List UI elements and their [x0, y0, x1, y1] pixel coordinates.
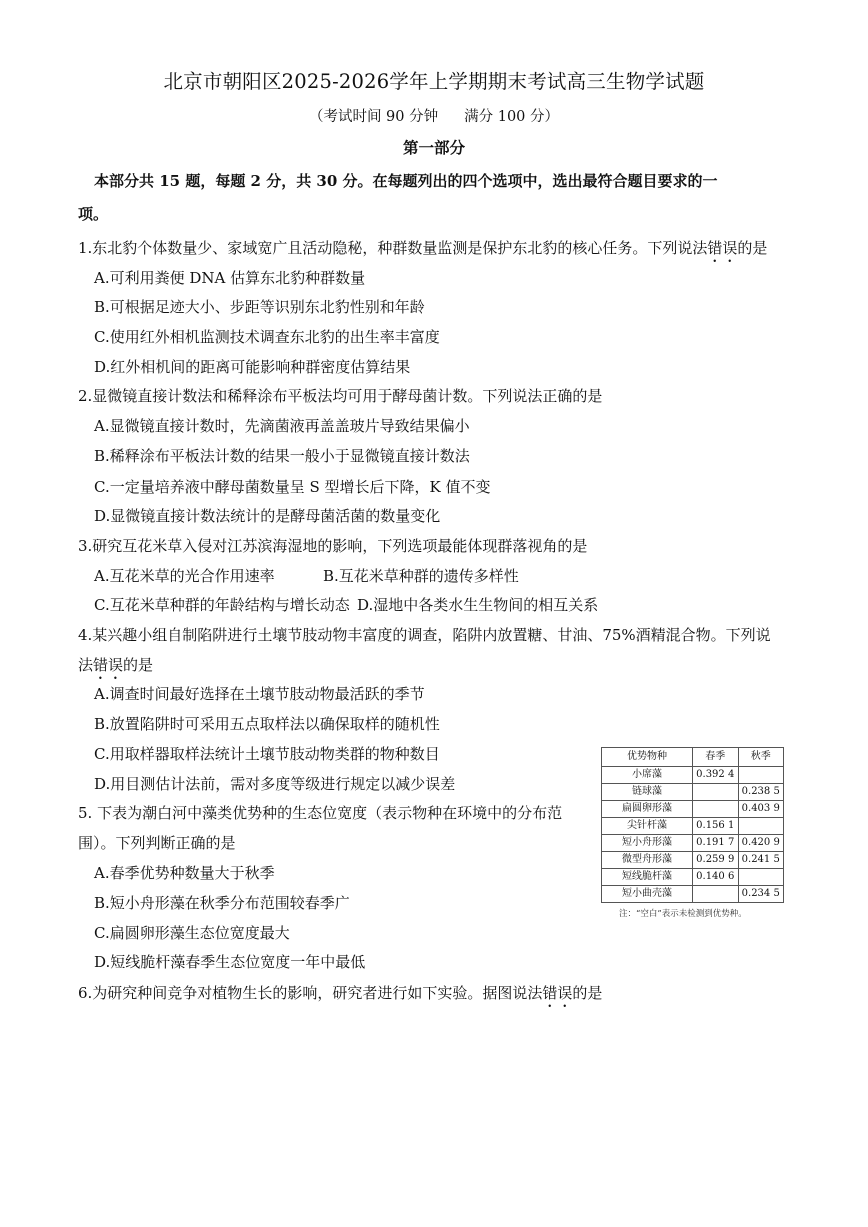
q4-stem-emphasis: 错误 [93, 656, 124, 674]
q4-option-c: C.用取样器取样法统计土壤节肢动物类群的物种数目 [94, 745, 440, 763]
table-row [602, 835, 784, 852]
intro-line-2: 项。 [78, 205, 109, 223]
q1-option-a: A.可利用粪便 DNA 估算东北豹种群数量 [94, 269, 366, 287]
table-cell [738, 869, 784, 886]
q2-option-c: C.一定量培养液中酵母菌数量呈 S 型增长后下降，K 值不变 [94, 478, 491, 496]
q3-option-a: A.互花米草的光合作用速率 [94, 567, 275, 585]
exam-title: 北京市朝阳区2025-2026学年上学期期末考试高三生物学试题 [163, 70, 705, 93]
table-cell: 短小曲壳藻 [602, 886, 693, 903]
intro-line-1: 本部分共 15 题，每题 2 分，共 30 分。在每题列出的四个选项中，选出最符合题目要求的一 [94, 172, 718, 190]
table-cell: 0.420 9 [738, 835, 784, 852]
q5-stem-line-2: 围）。下列判断正确的是 [78, 834, 236, 852]
exam-score: 满分 100 分） [464, 109, 560, 125]
q6-stem-emphasis: 错误 [542, 984, 573, 1002]
q3-option-d: D.湿地中各类水生生物间的相互关系 [357, 596, 599, 614]
table-cell [738, 767, 784, 784]
table-cell: 0.156 1 [693, 818, 739, 835]
table-row [602, 818, 784, 835]
table-cell: 短小舟形藻 [602, 835, 693, 852]
q4-stem-line-2 [78, 655, 153, 683]
q2-option-b: B.稀释涂布平板法计数的结果一般小于显微镜直接计数法 [94, 447, 470, 465]
q1-option-b: B.可根据足迹大小、步距等识别东北豹性别和年龄 [94, 298, 425, 316]
q5-option-a: A.春季优势种数量大于秋季 [94, 864, 275, 882]
q4-stem-end: 的是 [123, 656, 154, 674]
table-header-spring: 春季 [693, 748, 739, 767]
q3-option-b: B.互花米草种群的遗传多样性 [323, 567, 519, 585]
q1-stem-text: 1.东北豹个体数量少、家域宽广且活动隐秘，种群数量监测是保护东北豹的核心任务。下列说法 [78, 239, 708, 257]
q4-option-d: D.用目测估计法前，需对多度等级进行规定以减少误差 [94, 775, 456, 793]
table-cell [693, 784, 739, 801]
niche-width-table [601, 747, 784, 903]
table-row [602, 784, 784, 801]
table-cell: 0.259 9 [693, 852, 739, 869]
q1-stem-end: 的是 [737, 239, 768, 257]
niche-width-table-wrapper [601, 747, 786, 919]
q6-stem-text: 6.为研究种间竞争对植物生长的影响，研究者进行如下实验。据图说法 [78, 984, 543, 1002]
q4-option-b: B.放置陷阱时可采用五点取样法以确保取样的随机性 [94, 715, 440, 733]
table-cell: 0.140 6 [693, 869, 739, 886]
table-header-row [602, 748, 784, 767]
table-cell [693, 886, 739, 903]
table-cell: 尖针杆藻 [602, 818, 693, 835]
table-row [602, 886, 784, 903]
q3-option-c: C.互花米草种群的年龄结构与增长动态 [94, 596, 350, 614]
table-cell: 小席藻 [602, 767, 693, 784]
q4-stem-start: 法 [78, 656, 94, 674]
table-cell: 0.234 5 [738, 886, 784, 903]
table-row [602, 801, 784, 818]
q3-stem: 3.研究互花米草入侵对江苏滨海湿地的影响，下列选项最能体现群落视角的是 [78, 537, 588, 555]
table-cell: 0.403 9 [738, 801, 784, 818]
table-header-autumn: 秋季 [738, 748, 784, 767]
q2-stem: 2.显微镜直接计数法和稀释涂布平板法均可用于酵母菌计数。下列说法正确的是 [78, 387, 603, 405]
q5-option-d: D.短线脆杆藻春季生态位宽度一年中最低 [94, 953, 366, 971]
q5-option-b: B.短小舟形藻在秋季分布范围较春季广 [94, 894, 350, 912]
table-note: 注：“空白”表示未检测到优势种。 [619, 909, 747, 919]
exam-subtitle [0, 105, 868, 126]
q4-stem-line-1: 4.某兴趣小组自制陷阱进行土壤节肢动物丰富度的调查，陷阱内放置糖、甘油、75%酒精混合物。下列说 [78, 626, 771, 644]
q1-stem-emphasis: 错误 [707, 239, 738, 257]
table-cell: 0.392 4 [693, 767, 739, 784]
table-row [602, 852, 784, 869]
q5-stem-line-1: 5. 下表为潮白河中藻类优势种的生态位宽度（表示物种在环境中的分布范 [78, 804, 563, 822]
q2-option-d: D.显微镜直接计数法统计的是酵母菌活菌的数量变化 [94, 507, 441, 525]
table-cell: 0.238 5 [738, 784, 784, 801]
table-header-species: 优势物种 [602, 748, 693, 767]
table-row [602, 767, 784, 784]
table-cell: 扁圆卵形藻 [602, 801, 693, 818]
q6-stem [78, 983, 602, 1011]
q4-option-a: A.调查时间最好选择在土壤节肢动物最活跃的季节 [94, 685, 425, 703]
q5-option-c: C.扁圆卵形藻生态位宽度最大 [94, 924, 290, 942]
exam-time: （考试时间 90 分钟 [308, 109, 439, 125]
table-cell [738, 818, 784, 835]
table-cell: 短线脆杆藻 [602, 869, 693, 886]
table-cell [693, 801, 739, 818]
table-row [602, 869, 784, 886]
table-cell: 0.191 7 [693, 835, 739, 852]
table-cell: 0.241 5 [738, 852, 784, 869]
q1-option-d: D.红外相机间的距离可能影响种群密度估算结果 [94, 358, 411, 376]
section-heading: 第一部分 [402, 138, 465, 157]
q1-stem [78, 238, 767, 266]
table-cell: 链球藻 [602, 784, 693, 801]
q6-stem-end: 的是 [572, 984, 603, 1002]
q2-option-a: A.显微镜直接计数时，先滴菌液再盖盖玻片导致结果偏小 [94, 417, 470, 435]
q1-option-c: C.使用红外相机监测技术调查东北豹的出生率丰富度 [94, 328, 440, 346]
table-cell: 微型舟形藻 [602, 852, 693, 869]
